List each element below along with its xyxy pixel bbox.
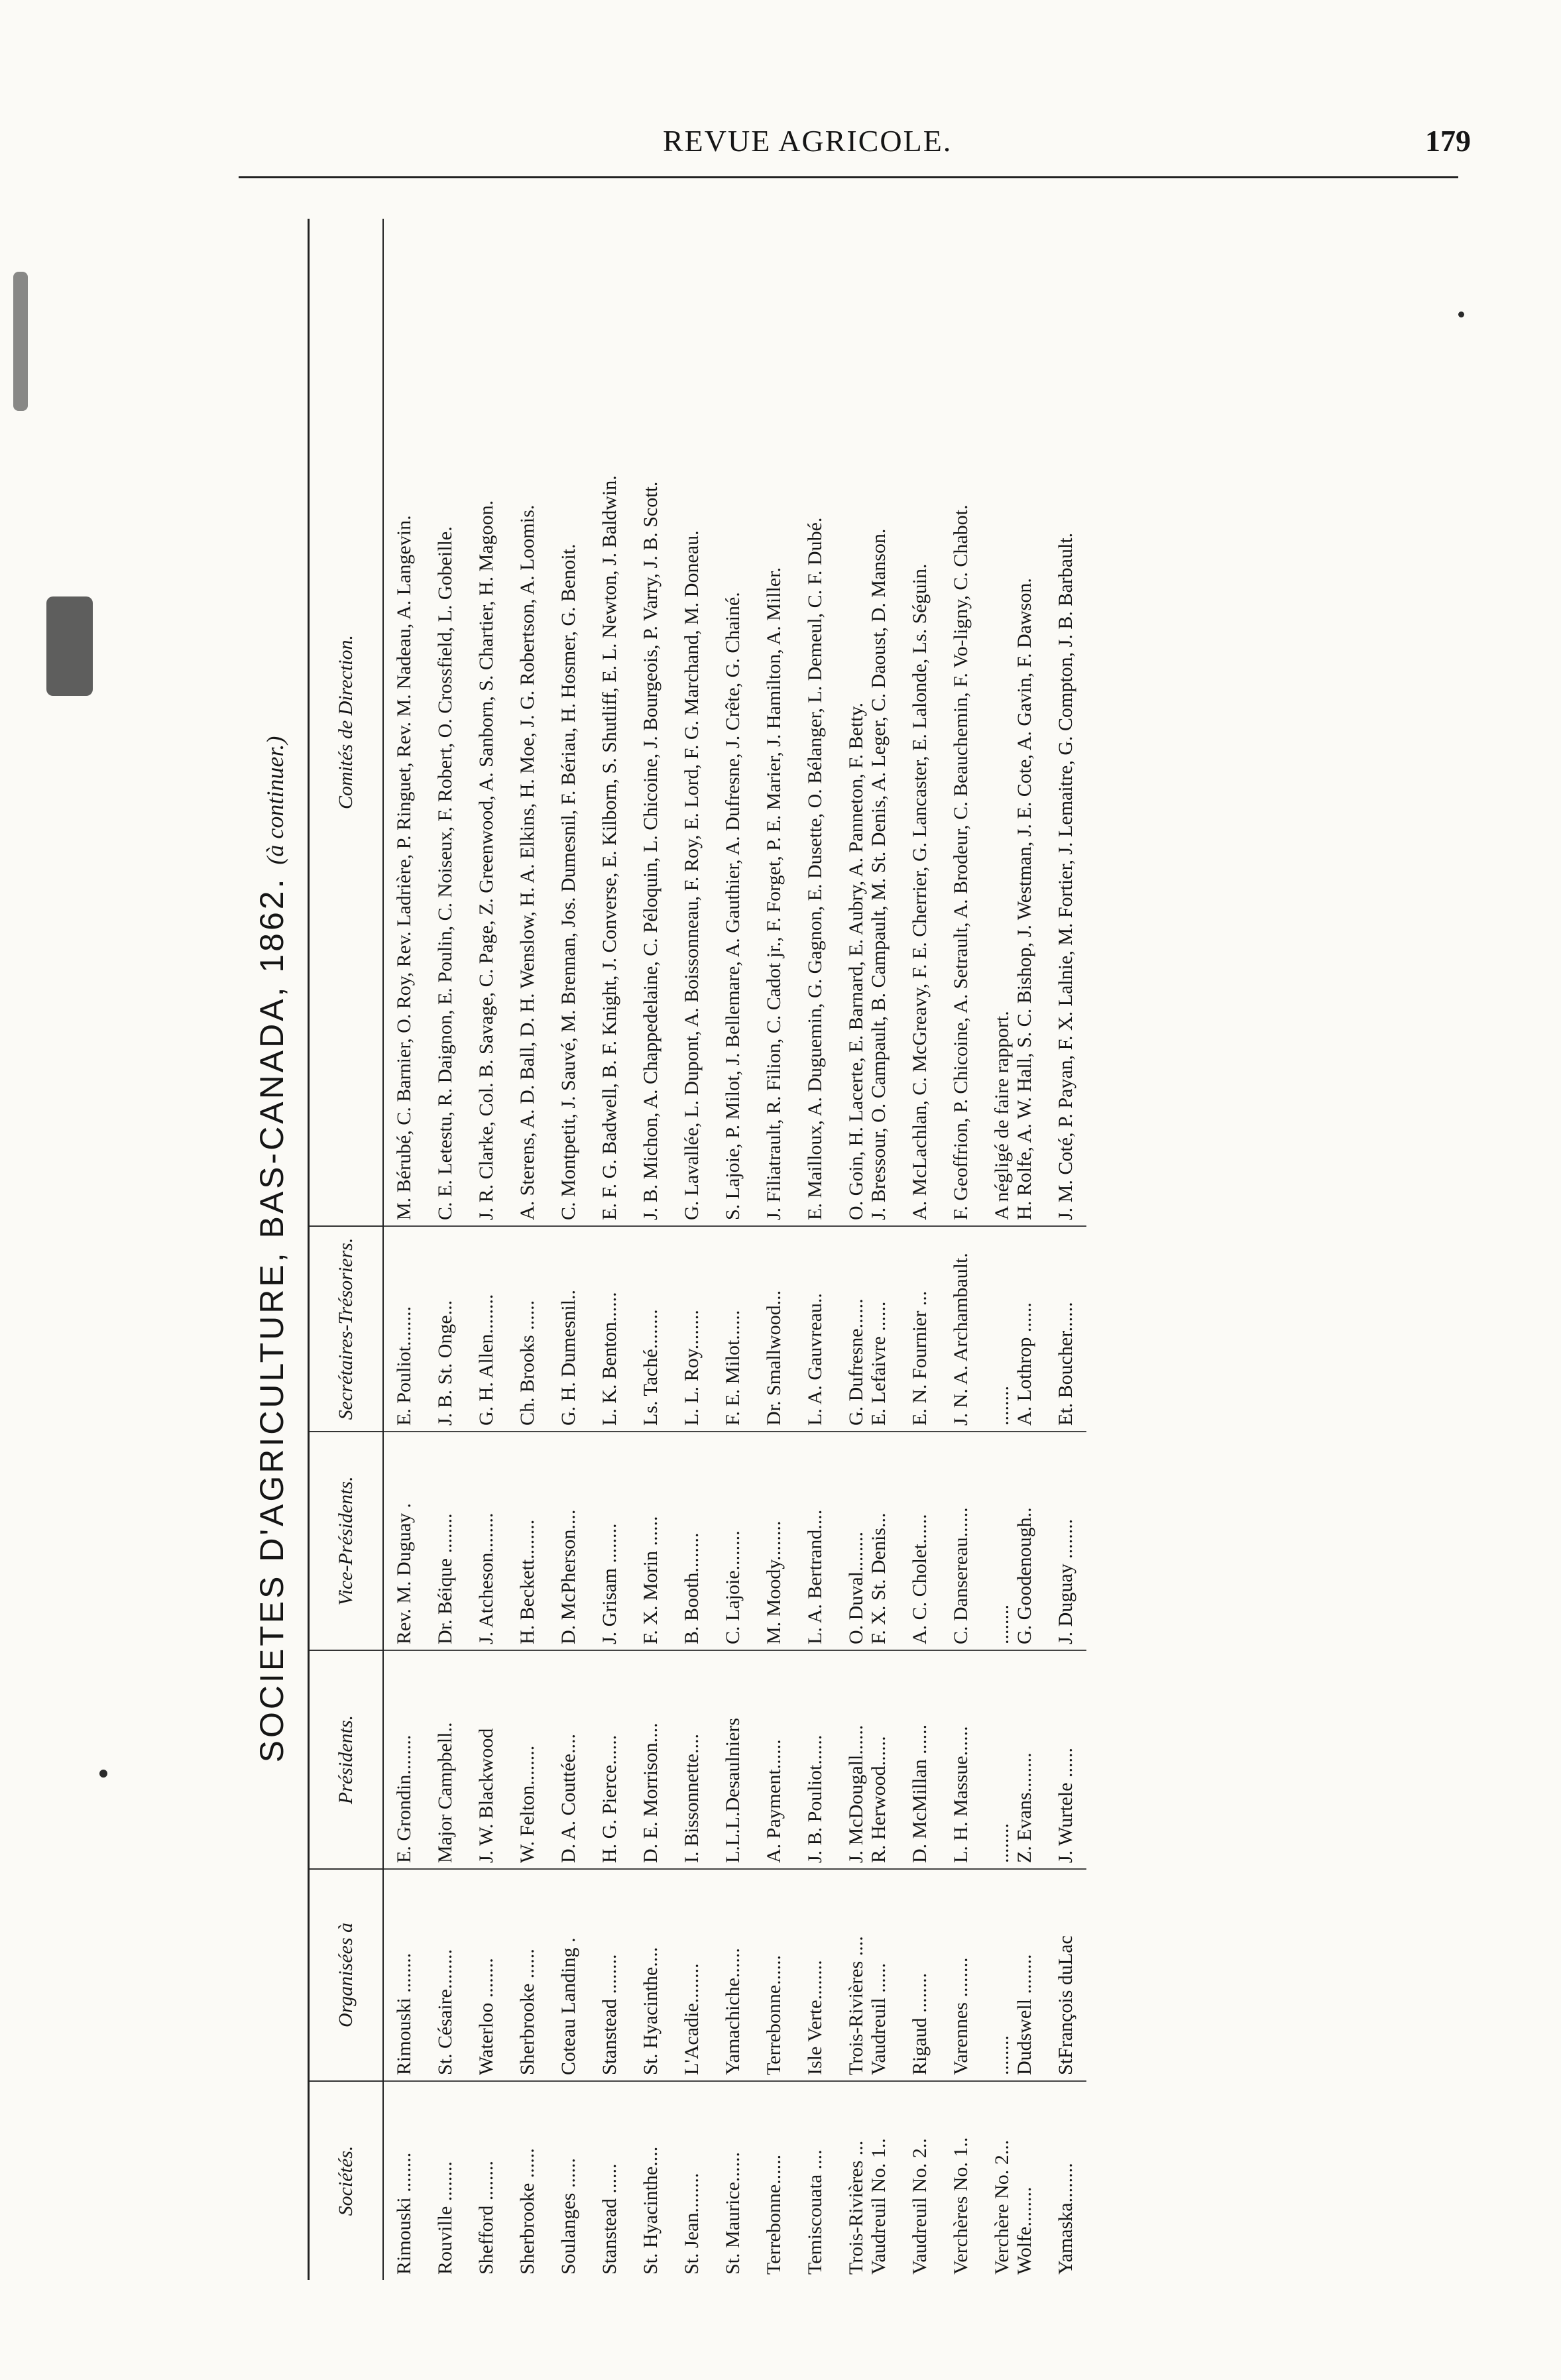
cell-comites: A. McLachlan, C. McGreavy, F. E. Cherrier, G. Lancaster, E. Lalonde, Ls. Séguin.: [899, 219, 941, 1226]
column-header-societes: Sociétés.: [309, 2081, 384, 2280]
cell-vice-president: B. Booth........: [671, 1432, 713, 1650]
cell-societe: St. Hyacinthe....: [640, 2146, 662, 2275]
cell-secretaire: L. L. Roy........: [671, 1226, 713, 1432]
table-row: [836, 219, 899, 2280]
table-row: [671, 219, 713, 2280]
cell-president: H. G. Pierce......: [589, 1650, 630, 1869]
cell-organisee: Isle Verte........: [795, 1869, 836, 2081]
cell-secretaire: G. H. Allen........: [466, 1226, 507, 1432]
cell-vice-president: F. X. Morin ......: [630, 1432, 671, 1650]
cell-president: D. McMillan ......: [899, 1650, 941, 1869]
cell-comites: E. F. G. Badwell, B. F. Knight, J. Converse, E. Kilborn, S. Shutliff, E. L. Newton, J. Baldwin.: [589, 219, 630, 1226]
cell-secretaire: Et. Boucher......: [1045, 1226, 1086, 1432]
cell-organisee: Coteau Landing .: [548, 1869, 589, 2081]
table-row: [1045, 219, 1086, 2280]
cell-secretaire: Ls. Taché........: [630, 1226, 671, 1432]
table-row: [548, 219, 589, 2280]
cell-comites: A. Sterens, A. D. Ball, D. H. Wenslow, H. A. Elkins, H. Moe, J. G. Robertson, A. Loomis.: [507, 219, 548, 1226]
cell-president: L.L.L.Desaulniers: [713, 1650, 754, 1869]
cell-vice-president: Rev. M. Duguay .: [383, 1432, 425, 1650]
cell-secretaire: J. N. A. Archambault.: [941, 1226, 982, 1432]
societies-table: [308, 219, 1086, 2280]
cell-organisee: Stanstead ........: [589, 1869, 630, 2081]
cell-vice-president: ........ G. Goodenough..: [982, 1432, 1045, 1650]
cell-vice-president: C. Dansereau......: [941, 1432, 982, 1650]
column-header-organisees: Organisées à: [309, 1869, 384, 2081]
cell-organisee: St. Hyacinthe....: [630, 1869, 671, 2081]
cell-secretaire: G. H. Dumesnil..: [548, 1226, 589, 1432]
cell-vice-president: M. Moody........: [754, 1432, 795, 1650]
table-row: [383, 219, 425, 2280]
cell-comites: C. Montpetit, J. Sauvé, M. Brennan, Jos. Dumesnil, F. Bériau, H. Hosmer, G. Benoit.: [548, 219, 589, 1226]
cell-president: W. Felton........: [507, 1650, 548, 1869]
cell-president: D. E. Morrison....: [630, 1650, 671, 1869]
cell-comites: C. E. Letestu, R. Daignon, E. Poulin, C. Noiseux, F. Robert, O. Crossfield, L. Gobeille.: [425, 219, 466, 1226]
cell-societe: St. Maurice......: [722, 2152, 744, 2275]
cell-comites: G. Lavallée, L. Dupont, A. Boissonneau, F. Roy, E. Lord, F. G. Marchand, M. Doneau.: [671, 219, 713, 1226]
cell-vice-president: J. Atcheson........: [466, 1432, 507, 1650]
cell-organisee: Yamachiche......: [713, 1869, 754, 2081]
cell-societe: Shefford ........: [475, 2161, 497, 2275]
cell-president: I. Bissonnette....: [671, 1650, 713, 1869]
cell-comites: M. Bérubé, C. Barnier, O. Roy, Rev. Ladrière, P. Ringuet, Rev. M. Nadeau, A. Langevin.: [383, 219, 425, 1226]
cell-president: E. Grondin........: [383, 1650, 425, 1869]
table-row: [425, 219, 466, 2280]
cell-organisee: Varennes ........: [941, 1869, 982, 2081]
cell-societe: Terrebonne......: [763, 2154, 785, 2275]
ink-speck: [99, 1770, 107, 1778]
cell-organisee: Waterloo ........: [466, 1869, 507, 2081]
table-row: [466, 219, 507, 2280]
rotated-table-block: [252, 219, 1465, 2280]
cell-vice-president: D. McPherson....: [548, 1432, 589, 1650]
table-row: [507, 219, 548, 2280]
table-row: [713, 219, 754, 2280]
page-number: 179: [1425, 124, 1471, 158]
cell-organisee: Terrebonne......: [754, 1869, 795, 2081]
table-row: [982, 219, 1045, 2280]
cell-vice-president: O. Duval........ F. X. St. Denis...: [836, 1432, 899, 1650]
column-header-secretaires: Secrétaires-Trésoriers.: [309, 1226, 384, 1432]
cell-comites: A négligé de faire rapport. H. Rolfe, A. W. Hall, S. C. Bishop, J. Westman, J. E. Cote, A. Gavin, F. Dawson.: [982, 219, 1045, 1226]
cell-president: J. Wurtele ......: [1045, 1650, 1086, 1869]
cell-comites: S. Lajoie, P. Milot, J. Bellemare, A. Gauthier, A. Dufresne, J. Crête, G. Chainé.: [713, 219, 754, 1226]
cell-comites: J. B. Michon, A. Chappedelaine, C. Péloquin, L. Chicoine, J. Bourgeois, P. Varry, J. B. Scott.: [630, 219, 671, 1226]
cell-societe: Trois-Rivières ... Vaudreuil No. 1..: [845, 2138, 890, 2275]
cell-organisee: Sherbrooke ......: [507, 1869, 548, 2081]
table-row: [589, 219, 630, 2280]
table-row: [795, 219, 836, 2280]
cell-president: J. McDougall...... R. Herwood......: [836, 1650, 899, 1869]
table-title: [252, 219, 295, 2280]
cell-vice-president: H. Beckett........: [507, 1432, 548, 1650]
cell-organisee: ........ Dudswell ........: [982, 1869, 1045, 2081]
cell-president: L. H. Massue......: [941, 1650, 982, 1869]
table-title-text: SOCIETES D'AGRICULTURE, BAS-CANADA, 1862.: [253, 876, 290, 1763]
cell-comites: J. R. Clarke, Col. B. Savage, C. Page, Z. Greenwood, A. Sanborn, S. Chartier, H. Magoon.: [466, 219, 507, 1226]
table-body: [383, 219, 1086, 2280]
cell-societe: Stanstead ......: [599, 2163, 620, 2275]
table-continuation: (à continuer.): [262, 736, 288, 865]
cell-secretaire: Ch. Brooks ......: [507, 1226, 548, 1432]
table-row: [630, 219, 671, 2280]
cell-president: D. A. Couttée....: [548, 1650, 589, 1869]
cell-secretaire: G. Dufresne...... E. Lefaivre ......: [836, 1226, 899, 1432]
cell-secretaire: Dr. Smallwood...: [754, 1226, 795, 1432]
cell-secretaire: ........ A. Lothrop ......: [982, 1226, 1045, 1432]
cell-secretaire: J. B. St. Onge...: [425, 1226, 466, 1432]
cell-societe: St. Jean........: [681, 2173, 703, 2275]
table-row: [754, 219, 795, 2280]
cell-societe: Vaudreuil No. 2..: [909, 2138, 931, 2275]
cell-president: ........ Z. Evans........: [982, 1650, 1045, 1869]
cell-comites: J. Filiatrault, R. Filion, C. Cadot jr., F. Forget, P. E. Marier, J. Hamilton, A. Miller.: [754, 219, 795, 1226]
cell-societe: Rimouski ........: [393, 2152, 415, 2275]
cell-president: Major Campbell..: [425, 1650, 466, 1869]
column-header-presidents: Présidents.: [309, 1650, 384, 1869]
ink-smudge: [13, 272, 28, 411]
cell-societe: Rouville ........: [434, 2161, 456, 2275]
cell-vice-president: C. Lajoie........: [713, 1432, 754, 1650]
cell-comites: F. Geoffrion, P. Chicoine, A. Setrault, A. Brodeur, C. Beauchemin, F. Vo-ligny, C. Chabot.: [941, 219, 982, 1226]
cell-president: J. W. Blackwood: [466, 1650, 507, 1869]
cell-organisee: Rimouski ........: [383, 1869, 425, 2081]
cell-organisee: L'Acadie........: [671, 1869, 713, 2081]
cell-comites: O. Goin, H. Lacerte, E. Barnard, E. Aubry, A. Panneton, F. Betty. J. Bressour, O. Campault, B. Campault, M. St. Denis, A. Leger, C. Daoust, D. Manson.: [836, 219, 899, 1226]
header-rule: [239, 176, 1458, 178]
cell-secretaire: L. K. Benton......: [589, 1226, 630, 1432]
cell-secretaire: F. E. Milot......: [713, 1226, 754, 1432]
cell-societe: Sherbrooke ......: [516, 2148, 538, 2275]
cell-societe: Soulanges ......: [557, 2158, 579, 2275]
cell-secretaire: E. N. Fournier ...: [899, 1226, 941, 1432]
column-header-comites: Comités de Direction.: [309, 219, 384, 1226]
cell-vice-president: Dr. Béique ........: [425, 1432, 466, 1650]
cell-societe: Yamaska........: [1055, 2163, 1076, 2275]
cell-president: A. Payment......: [754, 1650, 795, 1869]
column-header-vice-presidents: Vice-Présidents.: [309, 1432, 384, 1650]
cell-societe: Temiscouata ....: [804, 2149, 826, 2275]
ink-smudge: [46, 596, 93, 696]
cell-societe: Verchère No. 2... Wolfe........: [991, 2139, 1035, 2275]
cell-vice-president: J. Grisam ........: [589, 1432, 630, 1650]
running-header-title: REVUE AGRICOLE.: [663, 124, 953, 158]
cell-vice-president: J. Duguay ........: [1045, 1432, 1086, 1650]
table-row: [899, 219, 941, 2280]
cell-organisee: St. Césaire........: [425, 1869, 466, 2081]
cell-secretaire: L. A. Gauvreau..: [795, 1226, 836, 1432]
cell-comites: J. M. Coté, P. Payan, F. X. Lalnie, M. Fortier, J. Lemaitre, G. Compton, J. B. Barbault.: [1045, 219, 1086, 1226]
cell-societe: Verchères No. 1..: [950, 2137, 972, 2275]
cell-vice-president: A. C. Cholet......: [899, 1432, 941, 1650]
cell-organisee: StFrançois duLac: [1045, 1869, 1086, 2081]
cell-vice-president: L. A. Bertrand....: [795, 1432, 836, 1650]
cell-organisee: Trois-Rivières .... Vaudreuil ......: [836, 1869, 899, 2081]
table-row: [941, 219, 982, 2280]
cell-president: J. B. Pouliot......: [795, 1650, 836, 1869]
cell-organisee: Rigaud ........: [899, 1869, 941, 2081]
table-header-row: [309, 219, 384, 2280]
cell-secretaire: E. Pouliot........: [383, 1226, 425, 1432]
cell-comites: E. Mailloux, A. Duguemin, G. Gagnon, E. Dusette, O. Bélanger, L. Demeul, C. F. Dubé.: [795, 219, 836, 1226]
